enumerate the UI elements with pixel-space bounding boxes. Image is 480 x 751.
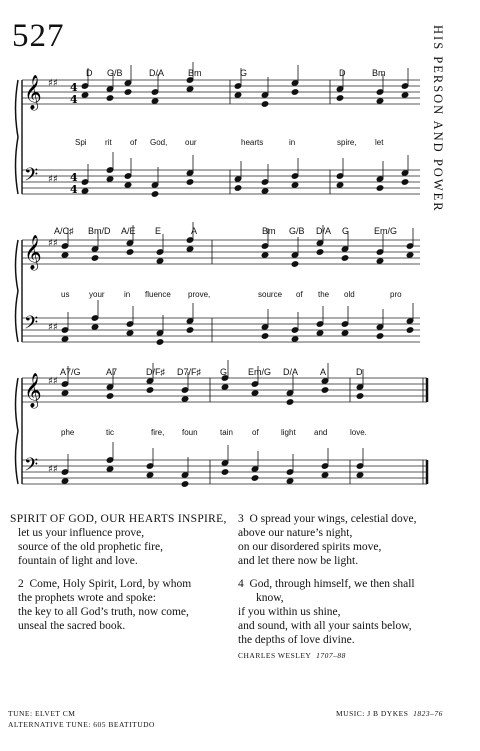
verse-3 [238,512,478,568]
note-head [181,396,189,403]
music-credit: MUSIC: J B DYKES 1823–76 [336,709,443,718]
note-head [186,327,194,334]
note-head [286,399,294,406]
note-head [186,179,194,186]
note-head [234,185,242,192]
chord: G [220,367,228,377]
lyric-syllable: in [289,138,296,147]
verse-2-line-4: unseal the sacred book. [18,620,126,632]
note-head [81,92,89,99]
lyric-syllable: spire, [337,138,357,147]
clef-symbol: 𝄞 [24,235,42,270]
note-head [406,327,414,334]
note-head [181,481,189,488]
note-head [401,92,409,99]
chord: A/E [121,226,136,236]
key-signature: ♯♯ [48,464,58,475]
verse-2 [18,577,248,633]
note-head [316,249,324,256]
time-signature: 4 [70,93,78,106]
verse-3-line-2: above our nature’s night, [238,527,353,539]
note-head [91,324,99,331]
note-head [91,255,99,262]
lyric-syllable: hearts [241,138,264,147]
verse-1-line-4: fountain of light and love. [18,555,138,567]
note-head [221,469,229,476]
note-head [106,176,114,183]
note-head [291,182,299,189]
lyric-syllable: us [61,290,70,299]
note-head [316,330,324,337]
chord: Em/G [248,367,272,377]
lyric-syllable: Spi [75,138,87,147]
tune-name: TUNE: ELVET CM [8,709,76,718]
note-head [156,339,164,346]
verse-number: 4 [238,578,244,590]
note-head [61,390,69,397]
lyric-syllable: let [375,138,384,147]
alternative-tune: ALTERNATIVE TUNE: 605 BEATITUDO [8,720,155,729]
brace [16,80,19,194]
chord: A7/G [60,367,81,377]
lyric-syllable: tain [220,428,233,437]
note-head [336,182,344,189]
chord: G/B [289,226,305,236]
verse-2-line-1: 2 Come, Holy Spirit, Lord, by whom [18,578,192,590]
note-head [106,95,114,102]
verse-1 [10,512,240,568]
chord: Bm [372,68,386,78]
note-head [336,95,344,102]
verse-number: 3 [238,513,244,525]
note-head [341,330,349,337]
clef-symbol: 𝄞 [24,75,42,110]
note-head [401,179,409,186]
verse-4-line-1: 4 God, through himself, we then shall [238,578,415,590]
note-head [291,261,299,268]
key-signature: ♯♯ [48,322,58,333]
chord: D/A [316,226,332,236]
lyric-syllable: of [252,428,259,437]
note-head [261,252,269,259]
verse-1-line-2: let us your influence prove, [18,527,145,539]
chord: D7/F♯ [177,367,202,377]
brace [16,240,19,342]
chord: G [240,68,248,78]
verse-4-line-2: know, [256,592,284,604]
note-head [251,390,259,397]
chord: E [155,226,162,236]
note-head [261,188,269,195]
note-head [61,336,69,343]
note-head [186,246,194,253]
verse-4-line-3: if you within us shine, [238,606,341,618]
lyric-syllable: fire, [151,428,165,437]
note-head [356,393,364,400]
chord: Bm [188,68,202,78]
time-signature: 4 [70,81,78,94]
lyric-syllable: rit [105,138,112,147]
chord: A [191,226,198,236]
lyric-syllable: your [89,290,105,299]
chord: D/A [283,367,299,377]
chord: A7 [106,367,118,377]
chord: D [86,68,93,78]
lyric-syllable: foun [182,428,198,437]
note-head [261,101,269,108]
chord: Bm [262,226,276,236]
note-head [151,191,159,198]
note-head [341,255,349,262]
note-head [146,472,154,479]
note-head [251,475,259,482]
verse-1-line-3: source of the old prophetic fire, [18,541,163,553]
lyric-syllable: prove, [188,290,211,299]
lyric-syllable: phe [61,428,75,437]
note-head [261,333,269,340]
note-head [61,252,69,259]
verse-4-line-4: and sound, with all your saints below, [238,620,412,632]
verse-1-line-1: SPIRIT OF GOD, OUR HEARTS INSPIRE, [10,513,227,525]
note-head [321,472,329,479]
chord: G/B [107,68,123,78]
note-head [376,258,384,265]
clef-symbol: 𝄢 [24,455,39,480]
note-head [291,89,299,96]
lyric-syllable: source [258,290,283,299]
chord: Bm/D [88,226,111,236]
note-head [146,387,154,394]
note-head [126,249,134,256]
lyric-syllable: fluence [145,290,171,299]
verse-4-line-5: the depths of love divine. [238,634,355,646]
lyric-syllable: in [124,290,131,299]
lyric-syllable: love. [350,428,367,437]
note-head [376,98,384,105]
clef-symbol: 𝄢 [24,313,39,338]
lyric-syllable: old [344,290,355,299]
note-head [124,182,132,189]
note-head [61,478,69,485]
verse-4 [238,577,478,647]
time-signature: 4 [70,171,78,184]
key-signature: ♯♯ [48,238,58,249]
note-head [286,478,294,485]
author-credit: CHARLES WESLEY 1707–88 [238,651,346,660]
note-head [186,86,194,93]
lyric-syllable: of [130,138,137,147]
chord: G [342,226,350,236]
key-signature: ♯♯ [48,78,58,89]
lyric-syllable: our [185,138,197,147]
verse-number: 2 [18,578,24,590]
time-signature: 4 [70,183,78,196]
note-head [291,336,299,343]
clef-symbol: 𝄢 [24,165,39,190]
note-head [234,92,242,99]
key-signature: ♯♯ [48,376,58,387]
chord: A/C♯ [54,226,74,236]
section-title: HIS PERSON AND POWER [431,25,445,213]
note-head [124,89,132,96]
note-head [151,98,159,105]
lyric-syllable: light [281,428,296,437]
brace [16,378,19,484]
verse-2-line-2: the prophets wrote and spoke: [18,592,156,604]
key-signature: ♯♯ [48,174,58,185]
lyric-syllable: tic [106,428,114,437]
note-head [106,393,114,400]
lyric-syllable: the [318,290,330,299]
chord: A [320,367,327,377]
chord: D [356,367,363,377]
verse-3-line-1: 3 O spread your wings, celestial dove, [238,513,417,525]
note-head [221,384,229,391]
note-head [356,472,364,479]
lyric-syllable: of [296,290,303,299]
note-head [81,188,89,195]
lyric-syllable: God, [150,138,168,147]
lyric-syllable: pro [390,290,402,299]
note-head [376,185,384,192]
chord: D [339,68,346,78]
note-head [126,330,134,337]
note-head [321,387,329,394]
chord: D/A [149,68,165,78]
note-head [156,258,164,265]
chord: D/F♯ [146,367,165,377]
clef-symbol: 𝄞 [24,373,42,408]
verse-3-line-3: on our disordered spirits move, [238,541,382,553]
hymn-number: 527 [12,18,65,54]
note-head [376,333,384,340]
verse-2-line-3: the key to all God’s truth, now come, [18,606,189,618]
verse-3-line-4: and let there now be light. [238,555,359,567]
note-head [406,252,414,259]
lyric-syllable: and [314,428,328,437]
chord: Em/G [374,226,398,236]
note-head [106,466,114,473]
